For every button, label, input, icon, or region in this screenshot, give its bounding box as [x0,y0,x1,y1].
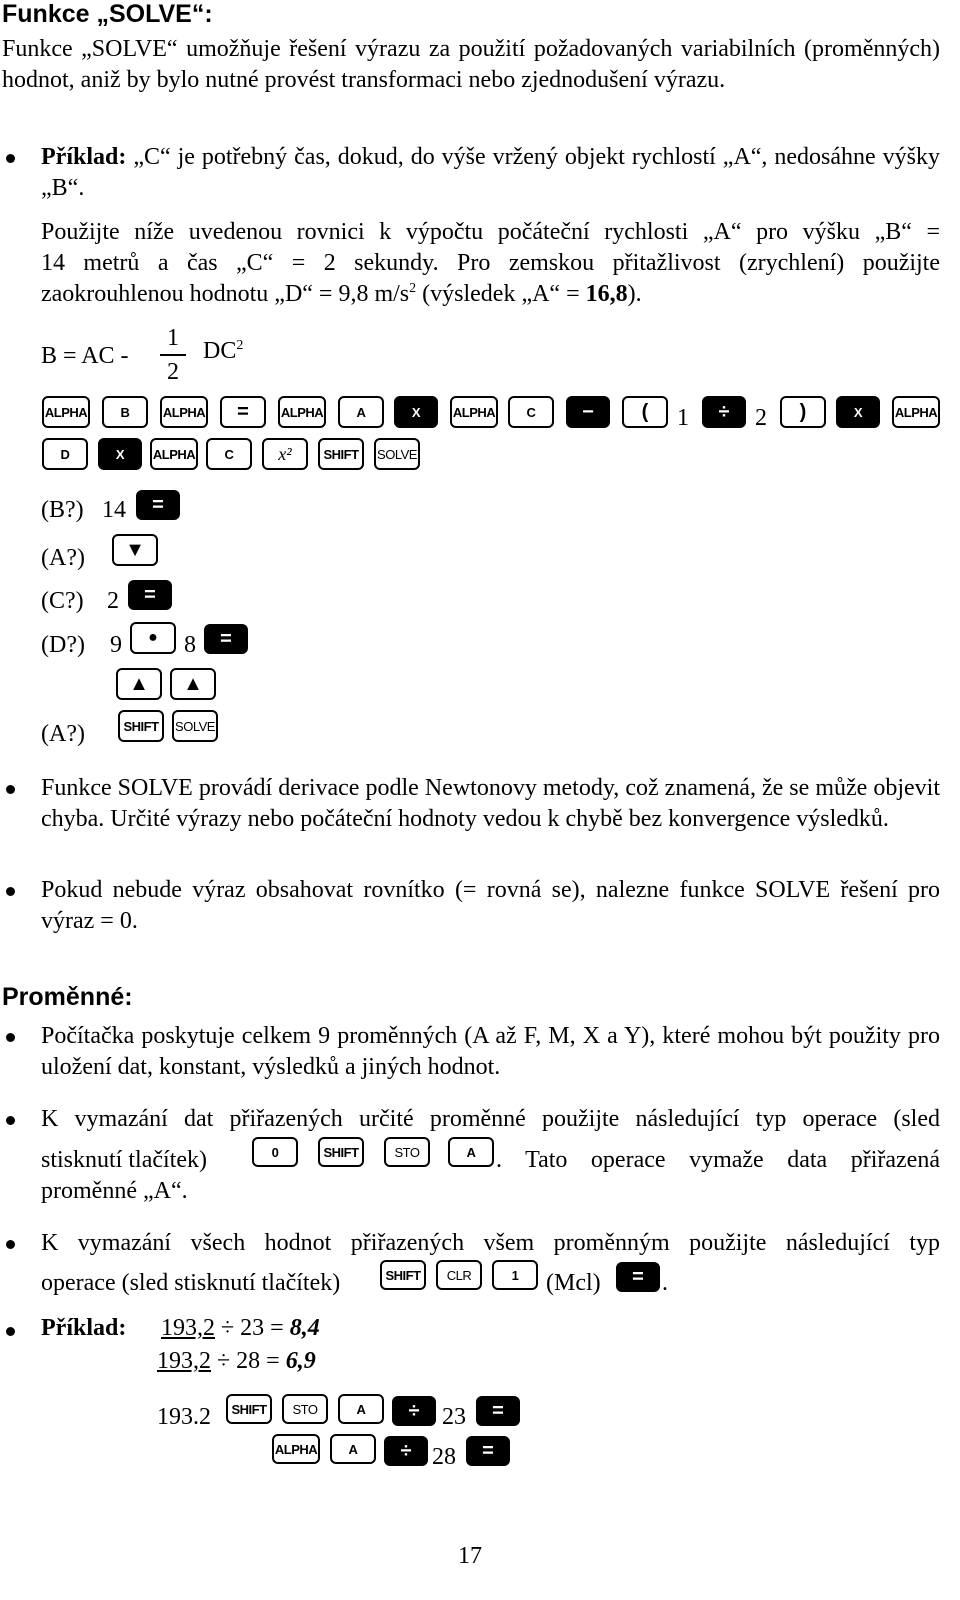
multiply-key [98,438,142,470]
multiply-key [394,396,438,428]
key-label: STO [292,1401,318,1417]
a-key [338,1394,384,1424]
key-label: 1 [511,1267,519,1283]
formula-sup: 2 [236,338,244,353]
down-arrow-icon: ▼ [125,538,145,561]
key-label: D [60,446,70,462]
example-eq-2 [157,1348,316,1375]
minus-key [566,396,610,428]
alpha-key [892,396,940,428]
equals-key [136,490,180,520]
key-label: ÷ [400,1439,412,1462]
close-paren-key [780,396,826,428]
sto-key [384,1137,430,1167]
ex2-op: ÷ 28 = [211,1348,286,1374]
divide-key [384,1436,428,1466]
bullet [6,154,15,163]
square-key [262,438,308,470]
fraction-denominator: 2 [167,359,179,385]
bullet [6,1240,15,1249]
bullet [6,1033,15,1042]
key-label: = [144,583,156,606]
b-key [102,396,148,428]
key-label: SHIFT [385,1267,421,1283]
key-label: ( [641,400,649,423]
c-key [206,438,252,470]
alpha-key [450,396,498,428]
digit-2: 2 [755,405,767,431]
key-label: A [356,1401,366,1417]
key-label: X [853,404,863,420]
task-line-2: 14 metrů a čas „C“ = 2 sekundy. Pro zemskou přitažlivost (zrychlení) použijte [41,250,940,276]
page-number: 17 [458,1543,482,1569]
solve-key [172,710,218,742]
section-title-solve: Funkce „SOLVE“: [2,0,213,28]
a-key [448,1137,494,1167]
equals-key [128,580,172,610]
seq2-number: 28 [432,1444,456,1470]
solve-intro: Funkce „SOLVE“ umožňuje řešení výrazu za použití požadovaných variabilních (proměnných) hodnot, aniž by bylo nutné provést transformaci nebo zjednodušení výrazu. [2,36,940,93]
digit-1: 1 [677,405,689,431]
key-label: ALPHA [44,404,88,420]
equals-key [220,396,266,428]
alpha-key [278,396,326,428]
key-label: X [411,404,421,420]
formula-rhs [203,338,243,365]
prompt-b: (B?) [41,497,84,523]
up-arrow-key [116,668,162,700]
seq1-number: 23 [442,1404,466,1430]
result-value: 16,8 [585,281,628,307]
key-label: ÷ [718,400,730,423]
up-arrow-icon: ▲ [129,672,149,695]
ex1-op: ÷ 23 = [215,1315,290,1341]
example-eq-1 [161,1315,320,1342]
task-line-1: Použijte níže uvedenou rovnici k výpočtu počáteční rychlosti „A“ pro výšku „B“ = [41,219,940,245]
key-label: = [220,627,232,650]
key-label: A [356,404,366,420]
key-label: = [482,1439,494,1462]
shift-key [318,438,364,470]
alpha-key [42,396,90,428]
a-key [338,396,384,428]
formula-lhs: B = AC - [41,343,129,369]
clear-all-line1: K vymazání všech hodnot přiřazených všem proměnným použijte následující typ [41,1230,940,1256]
up-arrow-key [170,668,216,700]
bullet [6,1327,15,1336]
alpha-key [150,438,198,470]
newton-note: Funkce SOLVE provádí derivace podle Newtonovy metody, což znamená, že se může objevit chyba. Určité výrazy nebo počáteční hodnoty vedou k chybě bez konvergence výsledků. [41,775,940,832]
key-label: SHIFT [123,718,159,734]
key-label: STO [394,1144,420,1160]
ex1-result: 8,4 [289,1315,320,1341]
key-label: ) [799,400,807,423]
solve-key [374,438,420,470]
decimal-point-key [130,622,176,654]
value-d-dec: 8 [184,632,196,658]
one-key [492,1260,538,1290]
multiply-key [836,396,880,428]
equals-key [466,1436,510,1466]
task-line-3b: (výsledek „A“ = [416,281,586,307]
open-paren-key [622,396,668,428]
clear-var-pre: stisknutí tlačítek) [41,1147,207,1173]
equal-sign-note: Pokud nebude výraz obsahovat rovnítko (= rovná se), nalezne funkce SOLVE řešení pro výraz = 0. [41,877,940,934]
key-label: ÷ [408,1399,420,1422]
value-b: 14 [102,497,126,523]
key-label: 0 [271,1144,279,1160]
task-line-3c: ). [627,281,642,307]
a-key [330,1434,376,1464]
value-c: 2 [107,588,119,614]
key-label: A [348,1441,358,1457]
bullet [6,1116,15,1125]
formula-rhs-text: DC [203,338,237,364]
key-label: ALPHA [452,404,496,420]
key-label: SHIFT [231,1401,267,1417]
shift-key [318,1137,364,1167]
ex1-lhs: 193,2 [161,1315,215,1341]
period: . [662,1270,668,1296]
clear-var-post: . Tato operace vymaže data přiřazená [496,1147,940,1173]
clear-var-line3: proměnné „A“. [41,1178,188,1204]
sto-key [282,1394,328,1424]
key-label: = [492,1399,504,1422]
prompt-d: (D?) [41,632,85,658]
key-label: ALPHA [274,1441,318,1457]
bullet [6,785,15,794]
key-label: = [632,1265,644,1288]
key-label: ALPHA [280,404,324,420]
value-d-int: 9 [110,632,122,658]
key-label: SOLVE [377,446,417,462]
zero-key [252,1137,298,1167]
key-label: ALPHA [162,404,206,420]
key-label: SHIFT [323,1144,359,1160]
task-line-3a: zaokrouhlenou hodnotu „D“ = 9,8 m/s [41,281,410,307]
seq1-start: 193.2 [157,1404,211,1430]
variables-note: Počítačka poskytuje celkem 9 proměnných (A až F, M, X a Y), které mohou být použity pro uložení dat, konstant, výsledků a jiných hodnot. [41,1023,940,1080]
key-label: SOLVE [175,718,215,734]
key-label: − [582,400,594,423]
prompt-c: (C?) [41,588,84,614]
prompt-a: (A?) [41,545,85,571]
ex2-lhs: 193,2 [157,1348,211,1374]
equals-key [616,1262,660,1292]
key-label: ALPHA [894,404,938,420]
mcl-label: (Mcl) [546,1270,601,1296]
clear-all-pre: operace (sled stisknutí tlačítek) [41,1270,341,1296]
dot-icon: ● [148,629,158,646]
divide-key [392,1396,436,1426]
example-label: Příklad: [41,144,127,170]
example-text: „C“ je potřebný čas, dokud, do výše vržený objekt rychlostí „A“, nedosáhne výšky „B“. [41,144,940,201]
clr-key [436,1260,482,1290]
up-arrow-icon: ▲ [183,672,203,695]
d-key [42,438,88,470]
key-label: X [115,446,125,462]
alpha-key [272,1434,320,1464]
shift-key [118,710,164,742]
task-line-3 [41,281,642,308]
key-label: A [466,1144,476,1160]
divide-key [702,396,746,428]
example-paragraph [41,142,940,204]
ex2-result: 6,9 [285,1348,316,1374]
section-title-variables: Proměnné: [2,983,133,1011]
equals-key [204,624,248,654]
shift-key [226,1394,272,1424]
clear-var-line1: K vymazání dat přiřazených určité proměnné použijte následující typ operace (sled [41,1106,940,1132]
key-label: C [526,404,536,420]
superscript: 2 [409,281,417,296]
c-key [508,396,554,428]
bullet [6,887,15,896]
prompt-a-final: (A?) [41,721,85,747]
key-label: = [237,400,249,423]
alpha-key [160,396,208,428]
fraction-bar [160,354,186,356]
key-label: SHIFT [323,446,359,462]
key-label: ALPHA [152,446,196,462]
shift-key [380,1260,426,1290]
key-label: CLR [446,1267,472,1283]
key-label: x² [278,443,292,464]
equals-key [476,1396,520,1426]
key-label: C [224,446,234,462]
example-label: Příklad: [41,1315,127,1341]
fraction-numerator: 1 [167,325,179,351]
key-label: = [152,493,164,516]
down-arrow-key [112,534,158,566]
key-label: B [120,404,130,420]
